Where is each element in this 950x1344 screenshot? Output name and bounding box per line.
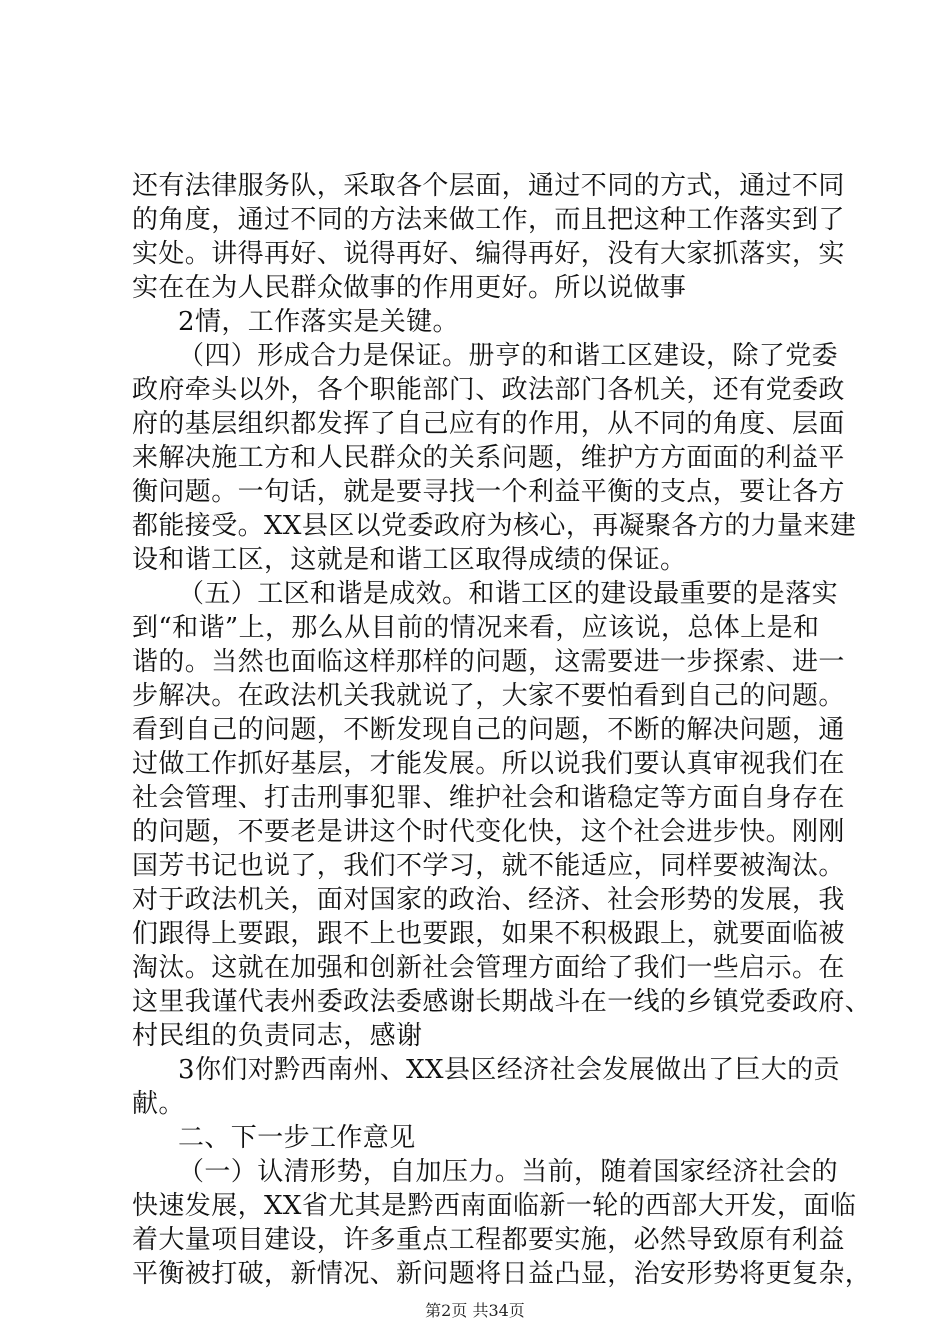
text-line: 步解决。在政法机关我就说了，大家不要怕看到自己的问题。 — [132, 681, 845, 711]
text-line: 到“和谐”上，那么从目前的情况来看，应该说，总体上是和 — [132, 613, 820, 643]
page-footer: 第2页 共34页 — [425, 1301, 525, 1320]
text-line: 谐的。当然也面临这样那样的问题，这需要进一步探索、进一 — [132, 647, 845, 677]
text-line: 快速发展，XX省尤其是黔西南面临新一轮的西部大开发，面临 — [132, 1191, 857, 1221]
text-line: 还有法律服务队，采取各个层面，通过不同的方式，通过不同 — [132, 171, 845, 201]
text-line: 来解决施工方和人民群众的关系问题，维护方方面面的利益平 — [132, 443, 845, 473]
text-line: 过做工作抓好基层，才能发展。所以说我们要认真审视我们在 — [132, 749, 845, 779]
text-line: 政府牵头以外，各个职能部门、政法部门各机关，还有党委政 — [132, 375, 845, 405]
text-line: 看到自己的问题，不断发现自己的问题，不断的解决问题，通 — [132, 715, 845, 745]
text-line: 2情，工作落实是关键。 — [178, 307, 459, 337]
text-line: 对于政法机关，面对国家的政治、经济、社会形势的发展，我 — [132, 885, 845, 915]
text-line: 衡问题。一句话，就是要寻找一个利益平衡的支点，要让各方 — [132, 477, 845, 507]
text-line: 的角度，通过不同的方法来做工作，而且把这种工作落实到了 — [132, 205, 845, 235]
text-line: 实在在为人民群众做事的作用更好。所以说做事 — [132, 273, 687, 303]
text-line: 国芳书记也说了，我们不学习，就不能适应，同样要被淘汰。 — [132, 851, 845, 881]
text-line: 淘汰。这就在加强和创新社会管理方面给了我们一些启示。在 — [132, 953, 845, 983]
section-heading: 二、下一步工作意见 — [178, 1123, 416, 1153]
text-line: 这里我谨代表州委政法委感谢长期战斗在一线的乡镇党委政府、 — [132, 987, 872, 1017]
text-line: 献。 — [132, 1089, 185, 1119]
text-line: 村民组的负责同志，感谢 — [132, 1021, 423, 1051]
text-line: 社会管理、打击刑事犯罪、维护社会和谐稳定等方面自身存在 — [132, 783, 845, 813]
text-line: 都能接受。XX县区以党委政府为核心，再凝聚各方的力量来建 — [132, 511, 857, 541]
text-line: 着大量项目建设，许多重点工程都要实施，必然导致原有利益 — [132, 1225, 845, 1255]
text-line: 府的基层组织都发挥了自己应有的作用，从不同的角度、层面 — [132, 409, 845, 439]
text-line: 平衡被打破，新情况、新问题将日益凸显，治安形势将更复杂， — [132, 1259, 872, 1289]
text-line: 实处。讲得再好、说得再好、编得再好，没有大家抓落实，实 — [132, 239, 845, 269]
text-line: 们跟得上要跟，跟不上也要跟，如果不积极跟上，就要面临被 — [132, 919, 845, 949]
text-line: 3你们对黔西南州、XX县区经济社会发展做出了巨大的贡 — [178, 1055, 840, 1085]
paragraph-start-line: （五）工区和谐是成效。和谐工区的建设最重要的是落实 — [178, 579, 839, 609]
paragraph-start-line: （一）认清形势，自加压力。当前，随着国家经济社会的 — [178, 1157, 839, 1187]
text-line: 的问题，不要老是讲这个时代变化快，这个社会进步快。刚刚 — [132, 817, 845, 847]
text-line: 设和谐工区，这就是和谐工区取得成绩的保证。 — [132, 545, 687, 575]
paragraph-start-line: （四）形成合力是保证。册亨的和谐工区建设，除了党委 — [178, 341, 839, 371]
